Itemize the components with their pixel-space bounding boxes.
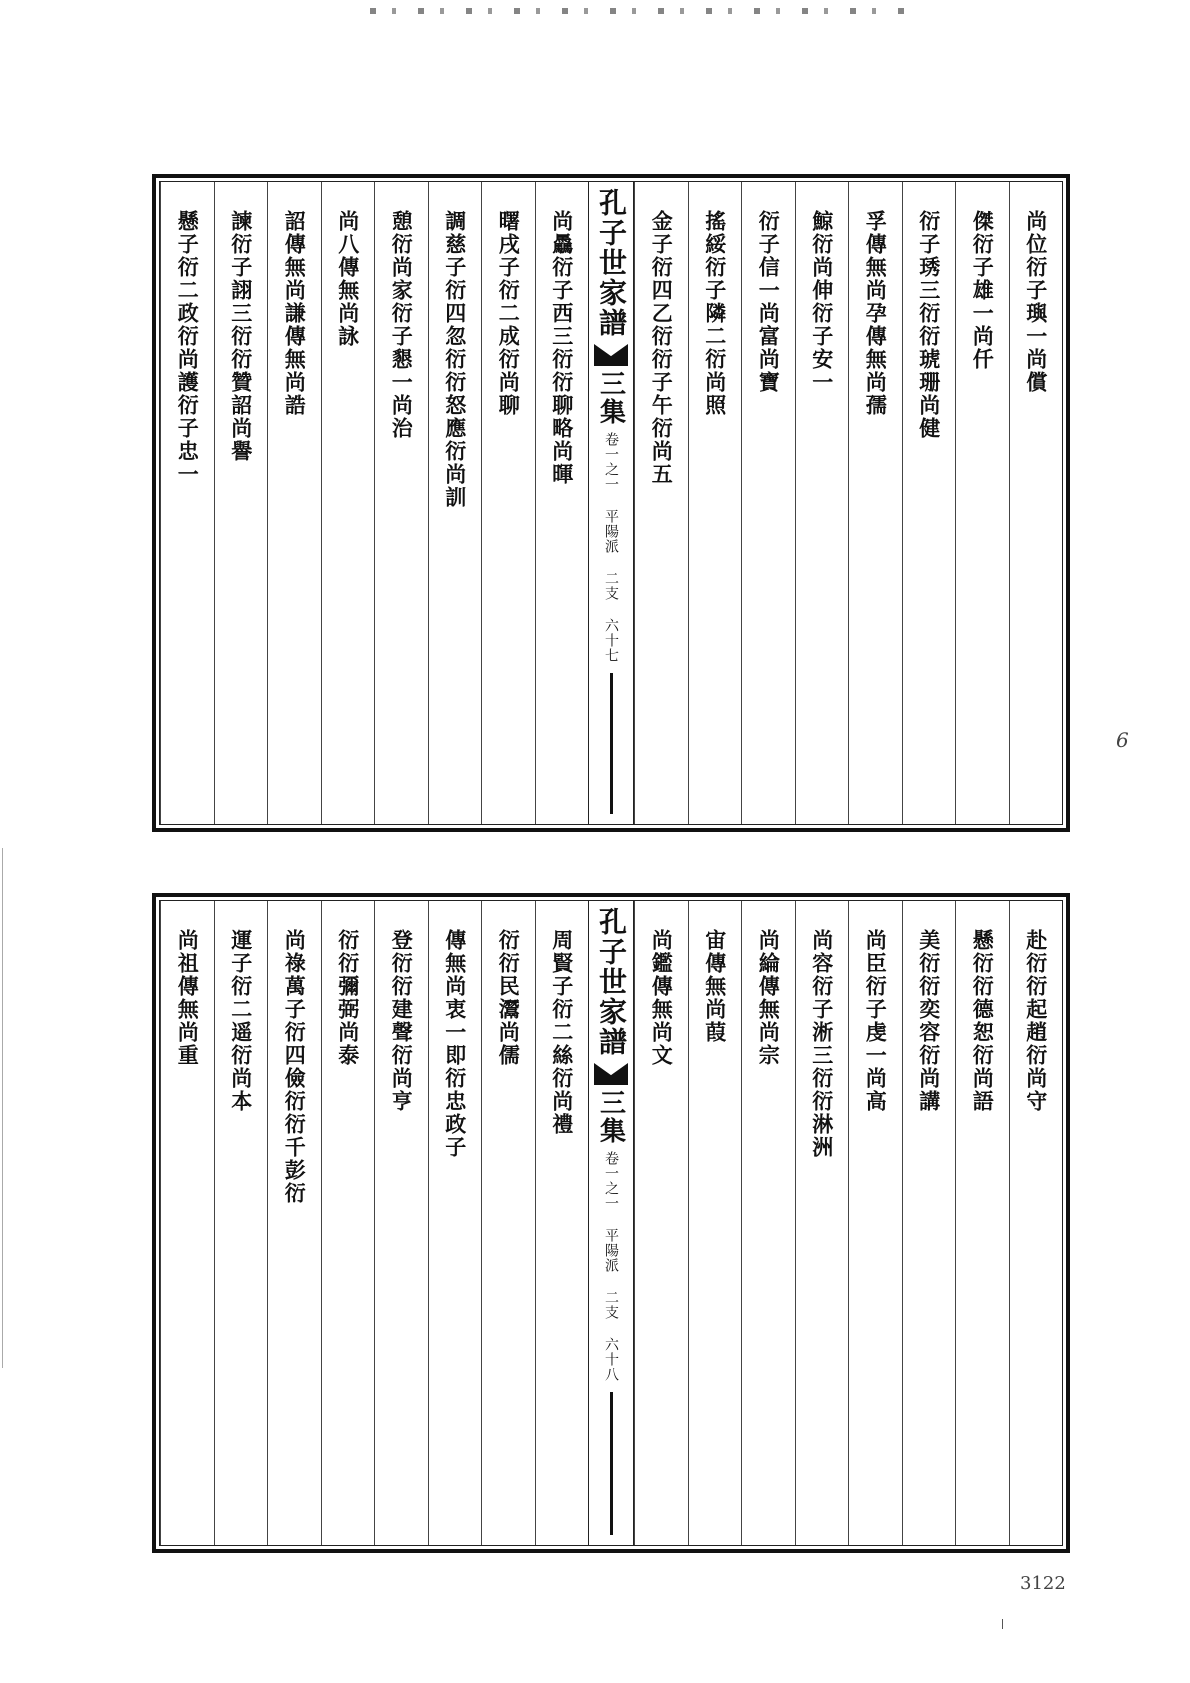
top-right-half	[634, 182, 1062, 824]
column: 尚鑑傳無尚文	[634, 901, 688, 1545]
fish-tail-mark-icon	[594, 1063, 628, 1085]
margin-mark: 6	[1116, 728, 1129, 752]
column: 調慈子衍四忽衍衍怒應衍尚訓	[428, 182, 482, 824]
column: 傳無尚衷一即衍忠政子	[428, 901, 482, 1545]
bottom-left-half	[160, 901, 588, 1545]
column: 尚綸傳無尚宗	[741, 901, 795, 1545]
genealogy-page-top	[152, 174, 1070, 832]
column: 憩衍尚家衍子懇一尚治	[374, 182, 428, 824]
column: 尚位衍子璵一尚償	[1009, 182, 1063, 824]
column: 尚驫衍子西三衍衍聊略尚暉	[535, 182, 589, 824]
section-info: 卷一之一 平陽派 二支 六十七	[603, 432, 619, 663]
scan-stroke	[1002, 1619, 1003, 1629]
scan-edge-line	[2, 848, 3, 1368]
column: 美衍衍奕容衍尚講	[902, 901, 956, 1545]
genealogy-page-bottom	[152, 893, 1070, 1553]
column: 衍子信一尚富尚寶	[741, 182, 795, 824]
column: 尚祿萬子衍四儉衍衍千彭衍	[267, 901, 321, 1545]
section-info: 卷一之一 平陽派 二支 六十八	[603, 1151, 619, 1382]
center-rule	[610, 673, 613, 814]
column: 懸子衍二政衍尚護衍子忠一	[160, 182, 214, 824]
column: 傑衍子雄一尚仟	[955, 182, 1009, 824]
page-number: 3122	[1020, 1573, 1066, 1594]
column: 尚容衍子淅三衍衍淋洲	[795, 901, 849, 1545]
volume-label: 三集	[595, 370, 626, 426]
column: 登衍衍建聲衍尚亨	[374, 901, 428, 1545]
book-title: 孔子世家譜	[595, 188, 628, 338]
book-title: 孔子世家譜	[595, 907, 628, 1057]
column: 尚祖傳無尚重	[160, 901, 214, 1545]
column: 諫衍子詡三衍衍贊詔尚譽	[214, 182, 268, 824]
column: 曙戌子衍二成衍尚聊	[481, 182, 535, 824]
scan-noise	[370, 8, 920, 14]
column: 搖綏衍子隣二衍尚照	[688, 182, 742, 824]
column: 運子衍二遥衍尚本	[214, 901, 268, 1545]
center-rule	[610, 1392, 613, 1535]
top-left-half	[160, 182, 588, 824]
center-fold	[588, 182, 634, 824]
volume-label: 三集	[595, 1089, 626, 1145]
column: 周賢子衍二絲衍尚禮	[535, 901, 589, 1545]
column: 衍衍民灊尚儒	[481, 901, 535, 1545]
column: 尚臣衍子虔一尚高	[848, 901, 902, 1545]
column: 尚八傳無尚詠	[321, 182, 375, 824]
bottom-right-half	[634, 901, 1062, 1545]
column: 衍子琇三衍衍琥珊尚健	[902, 182, 956, 824]
center-fold	[588, 901, 634, 1545]
column: 鯨衍尚伸衍子安一	[795, 182, 849, 824]
column: 孚傳無尚孕傳無尚孺	[848, 182, 902, 824]
column: 詔傳無尚謙傳無尚誥	[267, 182, 321, 824]
column: 衍衍彌弼尚泰	[321, 901, 375, 1545]
column: 赴衍衍起趙衍尚守	[1009, 901, 1063, 1545]
column: 宙傳無尚葭	[688, 901, 742, 1545]
fish-tail-mark-icon	[594, 344, 628, 366]
column: 懸衍衍德恕衍尚語	[955, 901, 1009, 1545]
column: 金子衍四乙衍衍子午衍尚五	[634, 182, 688, 824]
